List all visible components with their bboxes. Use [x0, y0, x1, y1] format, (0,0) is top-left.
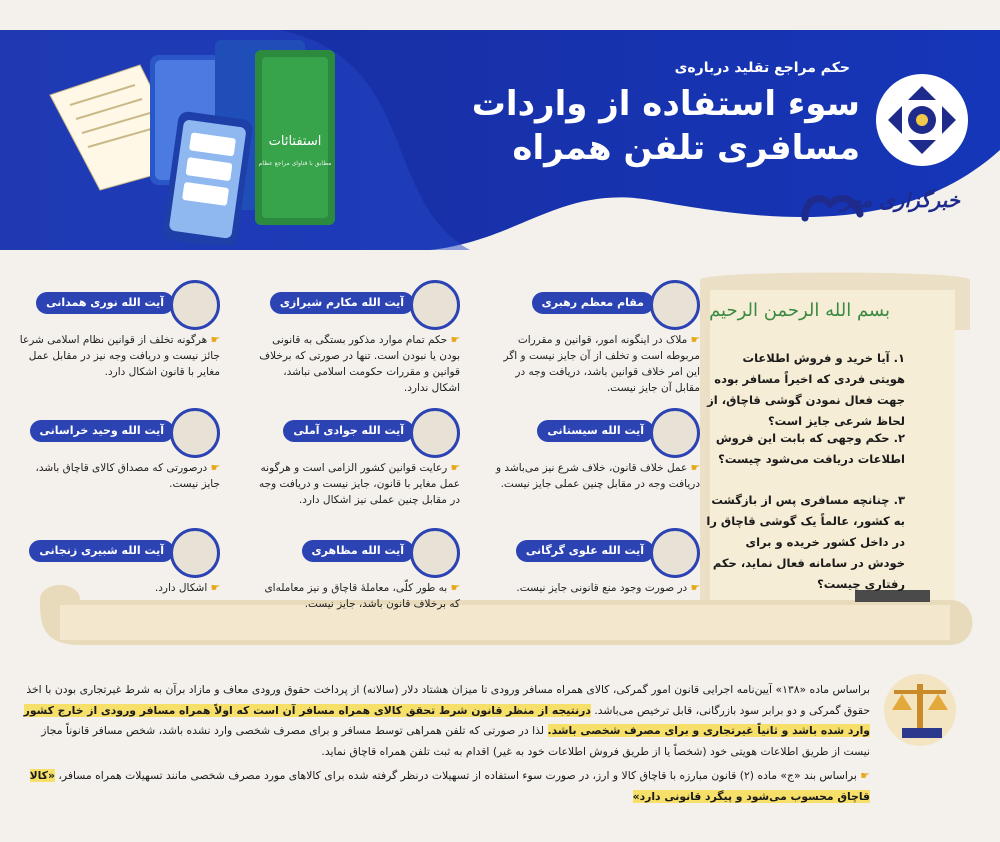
pointing-hand-icon: ☛	[856, 769, 870, 782]
authority-card	[490, 540, 700, 620]
authority-ruling	[255, 460, 460, 508]
pointing-hand-icon: ☛	[447, 582, 460, 594]
legal-paragraph-2	[20, 766, 870, 807]
authority-ruling	[495, 580, 700, 596]
legal-notes	[20, 680, 870, 807]
avatar	[410, 528, 460, 578]
ruling-text: حکم تمام موارد مذکور بستگی به قانونی بودن یا نبودن است. تنها در صورتی که برخلاف قوانین و مقررات حکومت اسلامی نباشد، اشکال ندارد.	[259, 334, 460, 394]
legal-text: لذا در صورتی که تلفن همراهی توسط مسافر و برای مصرف شخصی وارد نشده باشد، شخص مسافر قانوناً مجاز نیست از طریق اطلاعات هویتی خود (شخصاً یا از طریق فروش اطلاعات خود به غیر) اقدام به ثبت تلفن همراه قاچاق نماید.	[41, 724, 870, 758]
mehr-logo-icon	[800, 190, 870, 224]
authority-ruling	[15, 460, 220, 492]
authority-card	[10, 292, 220, 392]
legal-paragraph-1	[20, 680, 870, 762]
authority-card	[250, 540, 460, 620]
authority-name: آیت الله نوری همدانی	[36, 292, 174, 314]
ruling-text: اشکال دارد.	[154, 582, 208, 594]
legal-highlight: «کالا قاچاق محسوب می‌شود و پیگرد قانونی دارد»	[29, 769, 870, 803]
avatar	[650, 408, 700, 458]
title-line-2: مسافری تلفن همراه	[512, 128, 860, 168]
authority-card	[250, 292, 460, 392]
title-line-1: سوء استفاده از واردات	[471, 84, 860, 124]
authority-ruling	[495, 332, 700, 396]
question-1: ۱. آیا خرید و فروش اطلاعات هویتی فردی که اخیراً مسافر بوده جهت فعال نمودن گوشی قاچاق، از لحاظ شرعی جایز است؟	[707, 351, 905, 428]
pointing-hand-icon: ☛	[207, 334, 220, 346]
ruling-text: هرگونه تخلف از قوانین نظام اسلامی شرعا جائز نیست و دریافت وجه نیز در مقابل عمل مغایر با قانون اشکال دارد.	[19, 334, 220, 378]
authority-ruling	[15, 332, 220, 380]
pointing-hand-icon: ☛	[687, 582, 700, 594]
authority-ruling	[255, 580, 460, 612]
pointing-hand-icon: ☛	[687, 462, 700, 474]
pointing-hand-icon: ☛	[207, 582, 220, 594]
question-2: ۲. حکم وجهی که بابت این فروش اطلاعات دریافت می‌شود چیست؟	[715, 431, 905, 466]
header-subtitle: حکم مراجع تقلید درباره‌ی	[674, 60, 850, 76]
authority-name: مقام معظم رهبری	[532, 292, 654, 314]
header-banner	[0, 0, 1000, 250]
legal-text: براساس بند «ج» ماده (۲) قانون مبارزه با قاچاق کالا و ارز، در صورت سوء استفاده از تسهیلات درنظر گرفته شده برای کالاهای مورد مصرف شخصی مانند تسهیلات همراه مسافر،	[58, 769, 857, 782]
avatar	[170, 280, 220, 330]
agency-name: خبرگزاری مهر	[841, 188, 960, 212]
authority-name: آیت الله سیستانی	[537, 420, 654, 442]
authority-name: آیت الله علوی گرگانی	[516, 540, 654, 562]
ruling-text: درصورتی که مصداق کالای قاچاق باشد، جایز نیست.	[35, 462, 220, 490]
authority-ruling	[15, 580, 220, 596]
ornament-emblem-icon	[872, 70, 972, 170]
legal-text: براساس ماده «۱۳۸» آیین‌نامه اجرایی قانون امور گمرکی، کالای همراه مسافر ورودی تا میزان هشتاد دلار (سالانه) از پرداخت حقوق ورودی معاف و مازاد برآن به شرط غیرتجاری بودن با اخذ حقوق گمرکی و دو برابر سود بازرگانی، قابل ترخیص می‌باشد.	[26, 683, 870, 717]
authority-name: آیت الله وحید خراسانی	[30, 420, 174, 442]
authority-ruling	[255, 332, 460, 396]
ruling-text: به طور کلّی، معاملهٔ قاچاق و نیز معامله‌ای که برخلاف قانون باشد، جایز نیست.	[264, 582, 460, 610]
authority-ruling	[495, 460, 700, 492]
book-subtitle: مطابق با فتاوای مراجع عظام	[258, 160, 332, 167]
authority-card	[250, 420, 460, 520]
avatar	[170, 408, 220, 458]
ruling-text: عمل خلاف قانون، خلاف شرع نیز می‌باشد و دریافت وجه در مقابل چنین عملی جایز نیست.	[496, 462, 700, 490]
avatar	[650, 280, 700, 330]
ruling-text: رعایت قوانین کشور الزامی است و هرگونه عمل مغایر با قانون، جایز نیست و دریافت وجه در مقابل چنین عملی نیز اشکال دارد.	[258, 462, 460, 506]
authority-name: آیت الله مظاهری	[302, 540, 414, 562]
avatar	[650, 528, 700, 578]
pointing-hand-icon: ☛	[447, 462, 460, 474]
book-title: استفتائات	[268, 134, 322, 149]
legal-highlight: درنتیجه از منظر قانون شرط تحقق کالای همراه مسافر آن است که اولاً همراه مسافر ورودی از خارج کشور وارد شده باشد و ثانیاً غیرتجاری و برای مصرف شخصی باشد.	[23, 703, 870, 737]
justice-scale-icon	[880, 670, 960, 750]
avatar	[410, 408, 460, 458]
question-3: ۳. چنانچه مسافری پس از بازگشت به کشور، عالماً یک گوشی قاچاق را در داخل کشور خریده و برای خودش در سامانه فعال نماید، حکم رفتاری چیست؟	[706, 493, 905, 591]
ruling-text: ملاک در اینگونه امور، قوانین و مقررات مربوطه است و تخلف از آن جایز نیست و اگر این امر خلاف قوانین باشد، دریافت وجه در مقابل آن جایز نیست.	[503, 334, 700, 394]
books-phone-illustration	[30, 15, 370, 245]
besmele-calligraphy: بسم الله الرحمن الرحیم	[709, 300, 890, 321]
avatar	[170, 528, 220, 578]
authority-name: آیت الله شبیری زنجانی	[29, 540, 174, 562]
authority-card	[10, 420, 220, 500]
authority-card	[490, 420, 700, 520]
authority-name: آیت الله جوادی آملی	[283, 420, 414, 442]
authority-name: آیت الله مکارم شیرازی	[270, 292, 414, 314]
pointing-hand-icon: ☛	[687, 334, 700, 346]
pointing-hand-icon: ☛	[207, 462, 220, 474]
avatar	[410, 280, 460, 330]
ruling-text: در صورت وجود منع قانونی جایز نیست.	[516, 582, 688, 594]
authority-card	[490, 292, 700, 392]
page-title	[440, 82, 860, 170]
authority-card	[10, 540, 220, 600]
pointing-hand-icon: ☛	[447, 334, 460, 346]
